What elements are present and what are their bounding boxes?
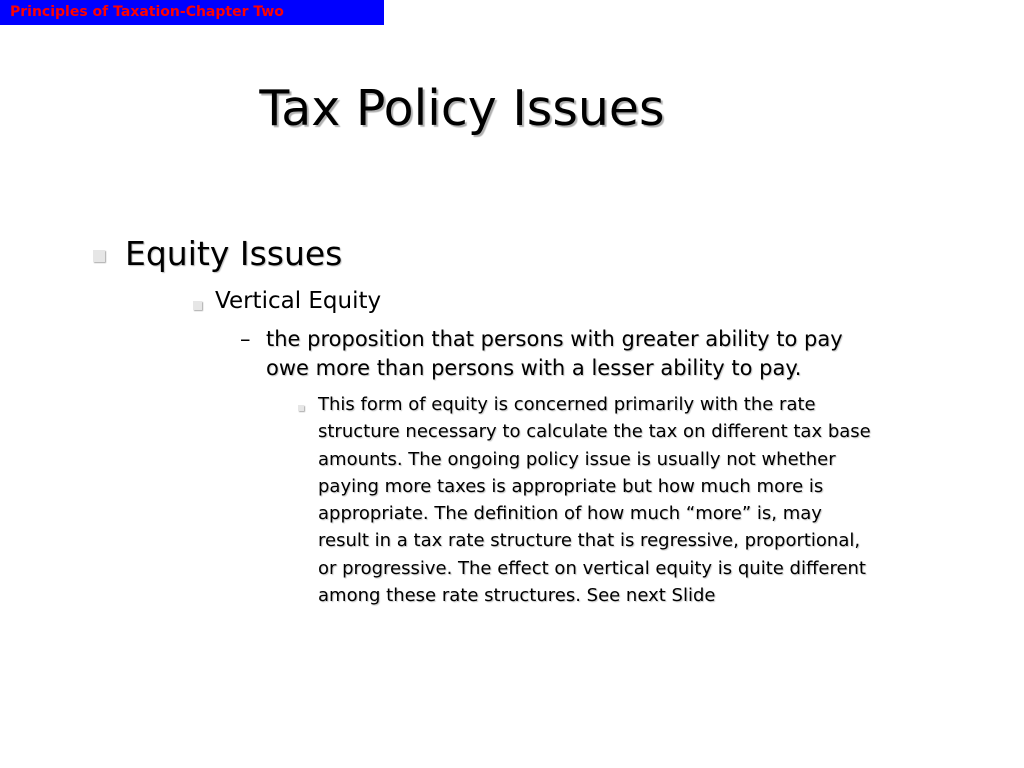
explanation-line: This form of equity is concerned primarily with the rate xyxy=(318,394,816,415)
definition-line: the proposition that persons with greater ability to pay xyxy=(266,327,843,351)
explanation-line: among these rate structures. See next Slide xyxy=(318,585,716,607)
definition-line: owe more than persons with a lesser ability to pay. xyxy=(266,356,802,380)
definition-text xyxy=(266,325,906,383)
explanation-line: structure necessary to calculate the tax on different tax base xyxy=(318,421,871,443)
bullet-equity-issues: Equity Issues xyxy=(125,234,343,273)
explanation-line: amounts. The ongoing policy issue is usually not whether xyxy=(318,448,836,470)
explanation-line: or progressive. The effect on vertical equity is quite different xyxy=(318,557,866,579)
slide-title: Tax Policy Issues xyxy=(259,80,665,137)
explanation-line: appropriate. The definition of how much “more” is, may xyxy=(318,503,822,525)
explanation-line: result in a tax rate structure that is regressive, proportional, xyxy=(318,530,861,552)
header-bar xyxy=(0,0,384,25)
explanation-line: paying more taxes is appropriate but how much more is xyxy=(318,475,824,497)
square-bullet-icon xyxy=(193,301,202,310)
square-bullet-icon xyxy=(298,405,304,411)
square-bullet-icon xyxy=(93,250,105,262)
bullet-vertical-equity: Vertical Equity xyxy=(215,288,382,314)
header-text: Principles of Taxation-Chapter Two xyxy=(10,4,284,20)
dash-marker: – xyxy=(240,327,251,351)
explanation-text xyxy=(318,391,958,609)
